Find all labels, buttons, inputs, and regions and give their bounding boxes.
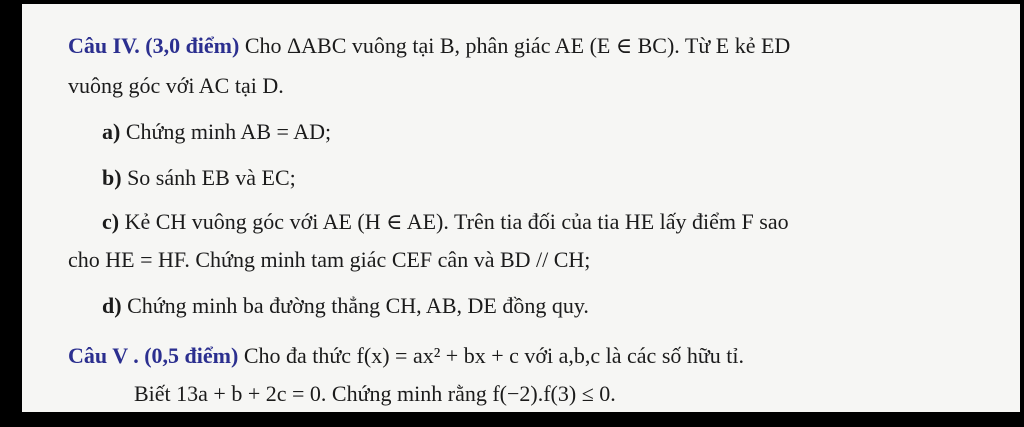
q4-c-label: c) xyxy=(102,209,120,234)
q4-line-1 xyxy=(68,32,790,60)
q4-d-text: Chứng minh ba đường thẳng CH, AB, DE đồng quy. xyxy=(127,293,589,318)
q4-intro-text-2: vuông góc với AC tại D. xyxy=(68,73,284,98)
q5-heading: Câu V . (0,5 điểm) xyxy=(68,343,239,368)
q4-b-text: So sánh EB và EC; xyxy=(127,165,296,190)
q4-part-b xyxy=(102,164,296,192)
q4-part-c-cont xyxy=(68,246,590,274)
document-page xyxy=(22,4,1020,412)
q4-d-label: d) xyxy=(102,293,122,318)
q5-line-2 xyxy=(134,380,616,408)
q4-line-2 xyxy=(68,72,284,100)
q4-part-d xyxy=(102,292,589,320)
q4-intro-text: Cho ΔABC vuông tại B, phân giác AE (E ∈ BC). Từ E kẻ ED xyxy=(244,33,791,58)
q5-intro-text: Cho đa thức f(x) = ax² + bx + c với a,b,c là các số hữu tỉ. xyxy=(243,343,745,368)
q4-a-text: Chứng minh AB = AD; xyxy=(125,119,332,144)
q4-b-label: b) xyxy=(102,165,122,190)
q5-text-2: Biết 13a + b + 2c = 0. Chứng minh rằng f(−2).f(3) ≤ 0. xyxy=(134,381,616,406)
q4-part-a xyxy=(102,118,331,146)
q4-heading: Câu IV. (3,0 điểm) xyxy=(68,33,240,58)
q4-c-text: Kẻ CH vuông góc với AE (H ∈ AE). Trên tia đối của tia HE lấy điểm F sao xyxy=(124,209,789,234)
q4-a-label: a) xyxy=(102,119,121,144)
q5-line-1 xyxy=(68,342,744,370)
q4-part-c xyxy=(102,208,789,236)
q4-c-text-2: cho HE = HF. Chứng minh tam giác CEF cân và BD // CH; xyxy=(68,247,591,272)
